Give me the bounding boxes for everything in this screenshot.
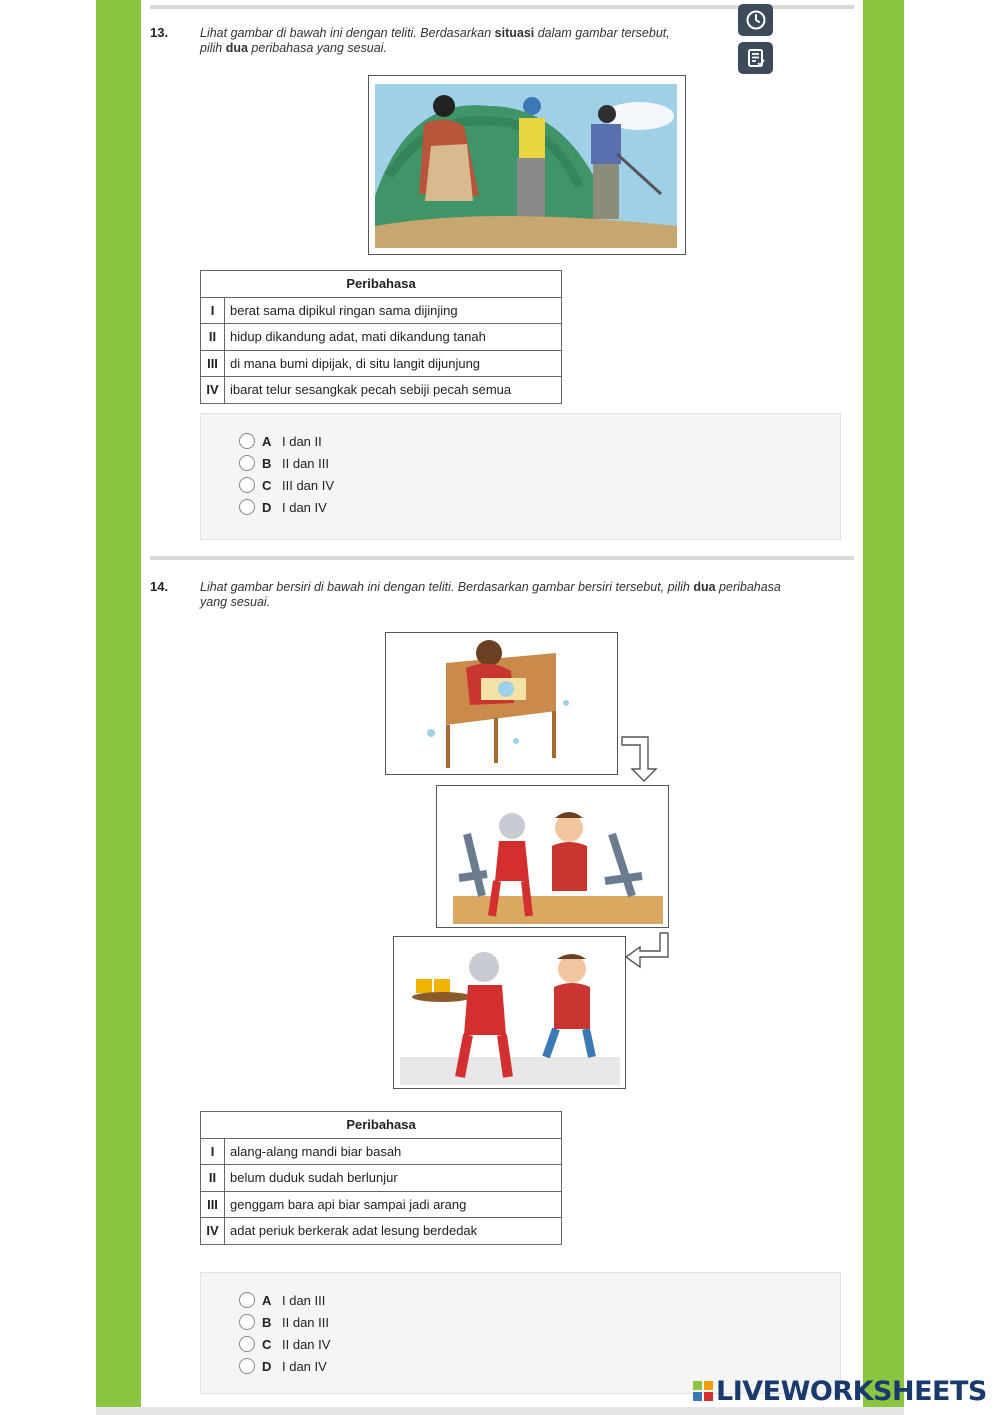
right-border <box>863 0 904 1415</box>
answer-choices <box>200 413 841 540</box>
finish-button[interactable] <box>738 42 773 74</box>
row-number: I <box>201 297 225 324</box>
radio-button[interactable] <box>239 1336 255 1352</box>
table-row <box>201 297 562 324</box>
question-number: 14. <box>150 579 169 594</box>
question-image <box>368 75 686 255</box>
table-header: Peribahasa <box>201 1112 562 1139</box>
checklist-icon <box>745 47 767 69</box>
radio-button[interactable] <box>239 499 255 515</box>
timer-button[interactable] <box>738 4 773 36</box>
table-row <box>201 377 562 404</box>
row-number: I <box>201 1138 225 1165</box>
radio-button[interactable] <box>239 433 255 449</box>
bottom-border <box>96 1407 904 1415</box>
row-number: II <box>201 1165 225 1192</box>
option-b[interactable]: B II dan III <box>239 1313 329 1331</box>
row-number: IV <box>201 377 225 404</box>
logo-icon <box>692 1380 714 1402</box>
table-row <box>201 1165 562 1192</box>
arrow-icon <box>620 733 665 785</box>
radio-button[interactable] <box>239 477 255 493</box>
option-d[interactable]: D I dan IV <box>239 498 327 516</box>
table-row <box>201 350 562 377</box>
table-header: Peribahasa <box>201 271 562 298</box>
series-image-1 <box>385 632 618 775</box>
radio-button[interactable] <box>239 455 255 471</box>
left-border <box>96 0 141 1415</box>
row-text: belum duduk sudah berlunjur <box>225 1165 562 1192</box>
row-text: hidup dikandung adat, mati dikandung tanah <box>225 324 562 351</box>
option-d[interactable]: D I dan IV <box>239 1357 327 1375</box>
arrow-icon <box>624 931 670 973</box>
divider <box>150 556 854 560</box>
radio-button[interactable] <box>239 1314 255 1330</box>
option-a[interactable]: A I dan III <box>239 1291 325 1309</box>
row-text: di mana bumi dipijak, di situ langit dijunjung <box>225 350 562 377</box>
table-row <box>201 324 562 351</box>
question-text: Lihat gambar bersiri di bawah ini dengan teliti. Berdasarkan gambar bersiri tersebut, pilih dua peribahasa yang sesuai. <box>200 580 781 609</box>
row-text: ibarat telur sesangkak pecah sebiji pecah semua <box>225 377 562 404</box>
series-image-2 <box>436 785 669 928</box>
brand-logo <box>692 1377 987 1405</box>
option-c[interactable]: C III dan IV <box>239 476 334 494</box>
row-number: III <box>201 350 225 377</box>
row-number: IV <box>201 1218 225 1245</box>
table-row <box>201 1138 562 1165</box>
table-row <box>201 1191 562 1218</box>
row-number: III <box>201 1191 225 1218</box>
row-text: alang-alang mandi biar basah <box>225 1138 562 1165</box>
table-row <box>201 1218 562 1245</box>
row-text: adat periuk berkerak adat lesung berdedak <box>225 1218 562 1245</box>
row-text: berat sama dipikul ringan sama dijinjing <box>225 297 562 324</box>
row-text: genggam bara api biar sampai jadi arang <box>225 1191 562 1218</box>
option-c[interactable]: C II dan IV <box>239 1335 330 1353</box>
question-text: Lihat gambar di bawah ini dengan teliti. Berdasarkan situasi dalam gambar tersebut, pilih dua peribahasa yang sesuai. <box>200 26 670 55</box>
question-number: 13. <box>150 25 169 40</box>
option-a[interactable]: A I dan II <box>239 432 322 450</box>
proverb-table <box>200 1111 562 1245</box>
series-image-3 <box>393 936 626 1089</box>
radio-button[interactable] <box>239 1292 255 1308</box>
radio-button[interactable] <box>239 1358 255 1374</box>
proverb-table <box>200 270 562 404</box>
brand-name: LIVEWORKSHEETS <box>716 1375 987 1407</box>
option-b[interactable]: B II dan III <box>239 454 329 472</box>
clock-icon <box>745 9 767 31</box>
row-number: II <box>201 324 225 351</box>
